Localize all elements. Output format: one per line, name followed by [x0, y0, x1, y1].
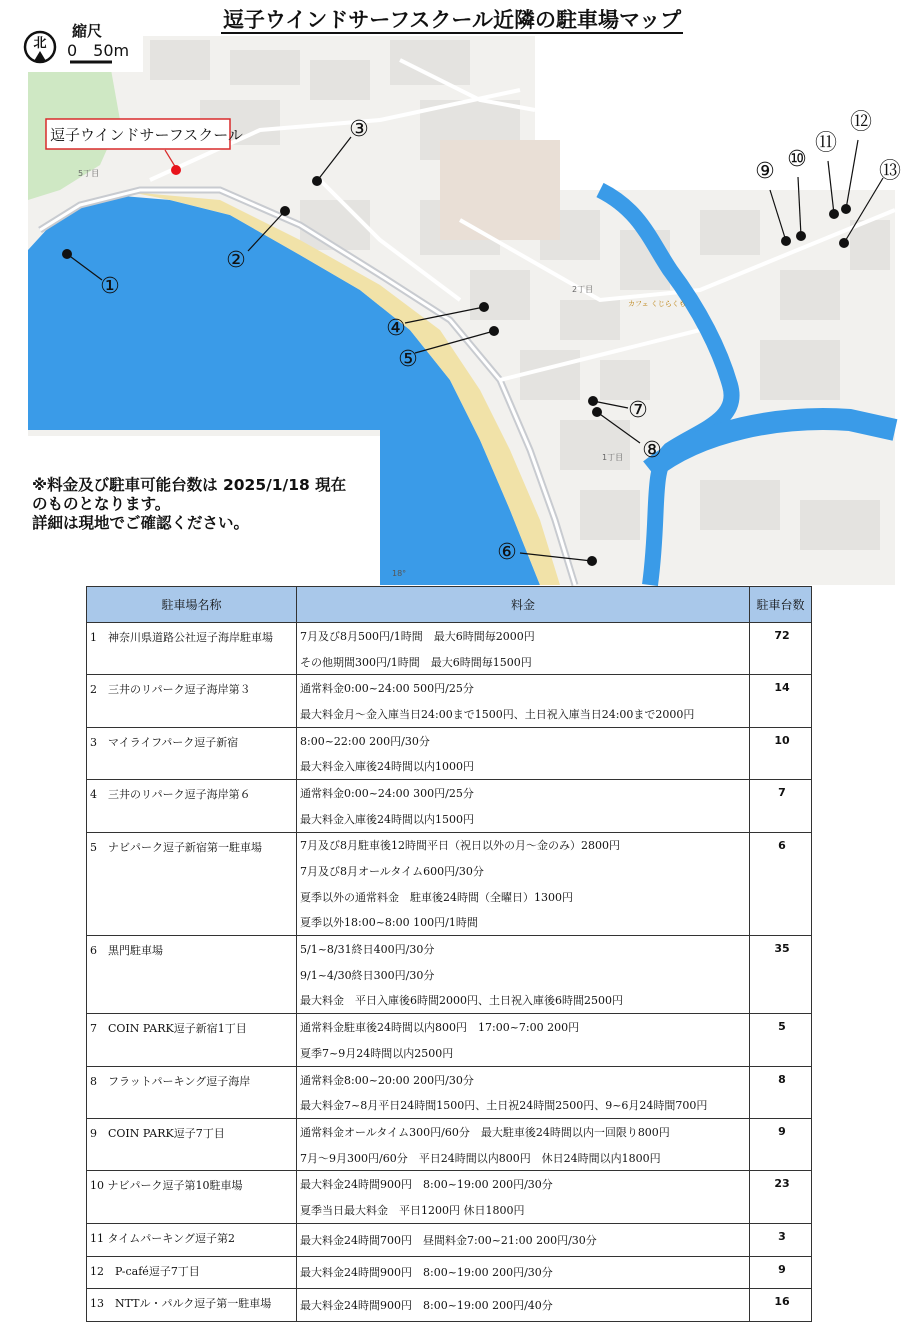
parking-count: 6 [750, 832, 812, 936]
parking-count: 35 [750, 936, 812, 1014]
table-row [87, 780, 812, 806]
parking-count: 3 [750, 1223, 812, 1256]
note-line-2: のものとなります。 [32, 495, 171, 513]
parking-table [86, 586, 812, 1322]
parking-count: 72 [750, 623, 812, 675]
parking-name: 12 P-café逗子7丁目 [87, 1256, 297, 1289]
table-row [87, 1171, 812, 1197]
parking-fee: 最大料金24時間900円 8:00~19:00 200円/40分 [297, 1289, 750, 1322]
parking-fee: 通常料金0:00~24:00 500円/25分 [297, 675, 750, 701]
marker-label-5: ⑤ [398, 347, 418, 372]
parking-count: 23 [750, 1171, 812, 1223]
label-cafe: カフェ くじらくも [628, 300, 686, 308]
parking-fee: 通常料金オールタイム300円/60分 最大駐車後24時間以内一回限り800円 [297, 1119, 750, 1145]
marker-label-9: ⑨ [755, 159, 775, 184]
parking-count: 16 [750, 1289, 812, 1322]
table-row [87, 675, 812, 701]
parking-name: 13 NTTル・パルク逗子第一駐車場 [87, 1289, 297, 1322]
parking-name: 9 COIN PARK逗子7丁目 [87, 1119, 297, 1171]
label-5chome: 5丁目 [78, 169, 100, 178]
parking-fee: 最大料金24時間700円 昼間料金7:00~21:00 200円/30分 [297, 1223, 750, 1256]
scale-label: 縮尺 [72, 22, 103, 40]
marker-dot-10 [796, 231, 806, 241]
table-row [87, 832, 812, 858]
parking-fee: 7月及び8月駐車後12時間平日（祝日以外の月～金のみ）2800円 [297, 832, 750, 858]
marker-dot-9 [781, 236, 791, 246]
parking-count: 14 [750, 675, 812, 727]
marker-dot-6 [587, 556, 597, 566]
marker-dot-11 [829, 209, 839, 219]
marker-label-1: ① [100, 274, 120, 299]
note-line-3: 詳細は現地でご確認ください。 [32, 514, 250, 532]
label-1chome: 1丁目 [602, 453, 624, 462]
parking-count: 10 [750, 727, 812, 779]
marker-label-7: ⑦ [628, 398, 648, 423]
parking-fee: 通常料金駐車後24時間以内800円 17:00~7:00 200円 [297, 1014, 750, 1040]
marker-dot-8 [592, 407, 602, 417]
marker-dot-5 [489, 326, 499, 336]
marker-label-10: ⑩ [787, 147, 807, 172]
table-row [87, 1256, 812, 1289]
marker-label-13: ⑬ [878, 159, 902, 184]
parking-fee: 7月及び8月オールタイム600円/30分 [297, 858, 750, 884]
weather-label: 18° [392, 569, 407, 578]
marker-label-11: ⑪ [814, 131, 838, 156]
marker-dot-13 [839, 238, 849, 248]
parking-name: 8 フラットパーキング逗子海岸 [87, 1066, 297, 1118]
parking-name: 5 ナビパーク逗子新宿第一駐車場 [87, 832, 297, 936]
parking-name: 3 マイライフパーク逗子新宿 [87, 727, 297, 779]
parking-fee: 5/1~8/31終日400円/30分 [297, 936, 750, 962]
header-count: 駐車台数 [750, 587, 812, 623]
parking-fee: 8:00~22:00 200円/30分 [297, 727, 750, 753]
page-title: 逗子ウインドサーフスクール近隣の駐車場マップ [222, 8, 682, 32]
parking-fee: 9/1~4/30終日300円/30分 [297, 962, 750, 988]
parking-fee: 7月～9月300円/60分 平日24時間以内800円 休日24時間以内1800円 [297, 1145, 750, 1171]
parking-fee: 最大料金入庫後24時間以内1500円 [297, 806, 750, 832]
marker-dot-7 [588, 396, 598, 406]
marker-dot-1 [62, 249, 72, 259]
marker-label-6: ⑥ [497, 540, 517, 565]
parking-fee: 7月及び8月500円/1時間 最大6時間毎2000円 [297, 623, 750, 649]
header-fee: 料金 [297, 587, 750, 623]
parking-fee: その他期間300円/1時間 最大6時間毎1500円 [297, 649, 750, 675]
marker-label-2: ② [226, 248, 246, 273]
parking-fee: 通常料金0:00~24:00 300円/25分 [297, 780, 750, 806]
marker-dot-12 [841, 204, 851, 214]
table-row [87, 623, 812, 649]
parking-name: 1 神奈川県道路公社逗子海岸駐車場 [87, 623, 297, 675]
parking-fee: 夏季当日最大料金 平日1200円 休日1800円 [297, 1197, 750, 1223]
fee-note [32, 476, 382, 533]
table-row [87, 1223, 812, 1256]
parking-fee: 最大料金 平日入庫後6時間2000円、土日祝入庫後6時間2500円 [297, 988, 750, 1014]
marker-label-3: ③ [349, 117, 369, 142]
parking-name: 2 三井のリパーク逗子海岸第３ [87, 675, 297, 727]
parking-count: 7 [750, 780, 812, 832]
parking-fee: 通常料金8:00~20:00 200円/30分 [297, 1066, 750, 1092]
marker-dot-3 [312, 176, 322, 186]
parking-fee: 夏季7~9月24時間以内2500円 [297, 1040, 750, 1066]
table-row [87, 1014, 812, 1040]
table-row [87, 1289, 812, 1322]
marker-label-8: ⑧ [642, 438, 662, 463]
note-line-1: ※料金及び駐車可能台数は 2025/1/18 現在 [32, 476, 347, 494]
school-marker [171, 165, 181, 175]
scale-distance: 0 50m [67, 41, 130, 60]
parking-fee: 夏季以外の通常料金 駐車後24時間（全曜日）1300円 [297, 884, 750, 910]
table-row [87, 1066, 812, 1092]
parking-fee: 最大料金7~8月平日24時間1500円、土日祝24時間2500円、9~6月24時間700円 [297, 1092, 750, 1118]
parking-fee: 最大料金24時間900円 8:00~19:00 200円/30分 [297, 1171, 750, 1197]
parking-fee: 最大料金入庫後24時間以内1000円 [297, 753, 750, 779]
marker-dot-2 [280, 206, 290, 216]
parking-name: 11 タイムパーキング逗子第2 [87, 1223, 297, 1256]
parking-name: 4 三井のリパーク逗子海岸第６ [87, 780, 297, 832]
parking-count: 5 [750, 1014, 812, 1066]
parking-fee: 最大料金月～金入庫当日24:00まで1500円、土日祝入庫当日24:00まで2000円 [297, 701, 750, 727]
marker-dot-4 [479, 302, 489, 312]
header-name: 駐車場名称 [87, 587, 297, 623]
table-row [87, 727, 812, 753]
label-2chome: 2丁目 [572, 285, 594, 294]
parking-count: 9 [750, 1119, 812, 1171]
parking-fee: 最大料金24時間900円 8:00~19:00 200円/30分 [297, 1256, 750, 1289]
parking-count: 8 [750, 1066, 812, 1118]
marker-label-12: ⑫ [849, 110, 873, 135]
school-label: 逗子ウインドサーフスクール [50, 126, 243, 144]
north-label: 北 [33, 36, 47, 51]
parking-fee: 夏季以外18:00~8:00 100円/1時間 [297, 910, 750, 936]
parking-name: 6 黒門駐車場 [87, 936, 297, 1014]
table-row [87, 1119, 812, 1145]
marker-label-4: ④ [386, 316, 406, 341]
parking-rows [87, 623, 812, 1322]
parking-name: 7 COIN PARK逗子新宿1丁目 [87, 1014, 297, 1066]
parking-name: 10 ナビパーク逗子第10駐車場 [87, 1171, 297, 1223]
table-row [87, 936, 812, 962]
parking-count: 9 [750, 1256, 812, 1289]
